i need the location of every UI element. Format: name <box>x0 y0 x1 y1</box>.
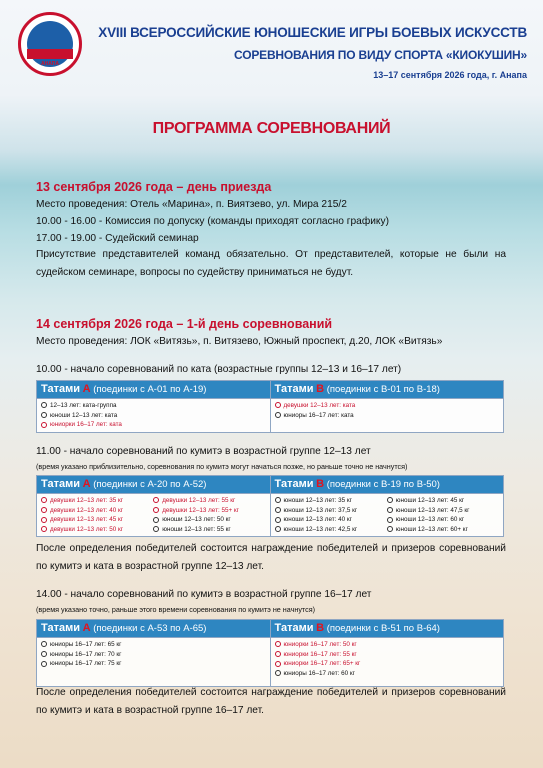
list-item: юноши 12–13 лет: 37,5 кг <box>275 506 387 516</box>
list-item: юниоры 16–17 лет: 70 кг <box>41 650 266 660</box>
list-item: девушки 12–13 лет: ката <box>275 401 500 411</box>
list-item: юниорки 16–17 лет: 50 кг <box>275 640 500 650</box>
list-item: юноши 12–13 лет: 60+ кг <box>387 525 499 535</box>
tatami-b-list <box>270 638 504 687</box>
program-title: ПРОГРАММА СОРЕВНОВАНИЙ <box>152 120 391 137</box>
list-item: 12–13 лет: ката-группа <box>41 401 266 411</box>
tatami-a-header: Татами А (поединки с А-01 по А-19) <box>37 381 271 399</box>
event-logo <box>18 12 82 76</box>
tatami-a-header: Татами А (поединки с А-20 по А-52) <box>37 476 271 494</box>
logo-band <box>27 49 73 59</box>
kata-start-line: 10.00 - начало соревнований по ката (возрастные группы 12–13 и 16–17 лет) <box>36 364 402 375</box>
day1-heading: 13 сентября 2026 года – день приезда <box>36 180 272 194</box>
day1-line: 17.00 - 19.00 - Судейский семинар <box>36 233 199 244</box>
day1-line: Место проведения: Отель «Марина», п. Виятзево, ул. Мира 215/2 <box>36 199 347 210</box>
kumite-16-17-start-line: 14.00 - начало соревнований по кумитэ в возрастной группе 16–17 лет <box>36 589 372 600</box>
event-date-place: 13–17 сентября 2026 года, г. Анапа <box>373 70 527 80</box>
list-item: юноши 12–13 лет: 47,5 кг <box>387 506 499 516</box>
event-title: XVIII ВСЕРОССИЙСКИЕ ЮНОШЕСКИЕ ИГРЫ БОЕВЫХ ИСКУССТВ <box>98 25 527 40</box>
list-item: юноши 12–13 лет: 42,5 кг <box>275 525 387 535</box>
list-item: юниоры 16–17 лет: ката <box>275 411 500 421</box>
list-item: девушки 12–13 лет: 40 кг <box>41 506 153 516</box>
list-item: девушки 12–13 лет: 45 кг <box>41 515 153 525</box>
kumite-12-13-table <box>36 475 504 537</box>
list-item: девушки 12–13 лет: 55 кг <box>153 496 265 506</box>
event-subtitle: СОРЕВНОВАНИЯ ПО ВИДУ СПОРТА «КИОКУШИН» <box>234 48 527 62</box>
list-item: юниоры 16–17 лет: 75 кг <box>41 659 266 669</box>
list-item: юниорки 16–17 лет: 55 кг <box>275 650 500 660</box>
kumite-12-13-note: (время указано приблизительно, соревнования по кумитэ могут начаться позже, но раньше точно не начнутся) <box>36 462 408 471</box>
list-item: девушки 12–13 лет: 50 кг <box>41 525 153 535</box>
list-item: юноши 12–13 лет: ката <box>41 411 266 421</box>
day2-place: Место проведения: ЛОК «Витязь», п. Витязево, Южный проспект, д.20, ЛОК «Витязь» <box>36 336 443 347</box>
kumite-16-17-table <box>36 619 504 687</box>
tatami-b-header: Татами В (поединки с В-01 по В-18) <box>270 381 504 399</box>
tatami-b-list <box>270 494 504 537</box>
logo-text: АНАПА <box>41 61 59 67</box>
awards-note-12-13: После определения победителей состоится награждение победителей и призеров соревнований по кумитэ и ката в возрастной группе 12–13 лет. <box>36 543 506 572</box>
list-item: юниорки 16–17 лет: ката <box>41 420 266 430</box>
awards-note-16-17: После определения победителей состоится награждение победителей и призеров соревнований по кумитэ и ката в возрастной группе 16–17 лет. <box>36 687 506 716</box>
list-item: юноши 12–13 лет: 45 кг <box>387 496 499 506</box>
day1-line: 10.00 - 16.00 - Комиссия по допуску (команды приходят согласно графику) <box>36 216 389 227</box>
day2-heading: 14 сентября 2026 года – 1-й день соревнований <box>36 317 333 331</box>
list-item: юноши 12–13 лет: 40 кг <box>275 515 387 525</box>
tatami-b-header: Татами В (поединки с В-19 по В-50) <box>270 476 504 494</box>
tatami-a-header: Татами А (поединки с А-53 по А-65) <box>37 620 271 638</box>
tatami-a-list <box>37 399 271 433</box>
day1-note: Присутствие представителей команд обязательно. От представителей, которые не были на судейском семинаре, вопросы по судейству приниматься не будут. <box>36 249 506 278</box>
kumite-12-13-start-line: 11.00 - начало соревнований по кумитэ в возрастной группе 12–13 лет <box>36 446 371 457</box>
list-item: юниорки 16–17 лет: 65+ кг <box>275 659 500 669</box>
list-item: юноши 12–13 лет: 60 кг <box>387 515 499 525</box>
list-item: юниоры 16–17 лет: 60 кг <box>275 669 500 679</box>
tatami-a-list <box>37 494 271 537</box>
list-item: девушки 12–13 лет: 55+ кг <box>153 506 265 516</box>
list-item: юноши 12–13 лет: 35 кг <box>275 496 387 506</box>
list-item: девушки 12–13 лет: 35 кг <box>41 496 153 506</box>
list-item: юноши 12–13 лет: 50 кг <box>153 515 265 525</box>
list-item: юниоры 16–17 лет: 65 кг <box>41 640 266 650</box>
tatami-b-list <box>270 399 504 433</box>
kumite-16-17-note: (время указано точно, раньше этого времени соревнования по кумитэ не начнутся) <box>36 605 316 614</box>
tatami-a-list <box>37 638 271 687</box>
tatami-b-header: Татами В (поединки с В-51 по В-64) <box>270 620 504 638</box>
list-item: юноши 12–13 лет: 55 кг <box>153 525 265 535</box>
kata-schedule-table <box>36 380 504 433</box>
